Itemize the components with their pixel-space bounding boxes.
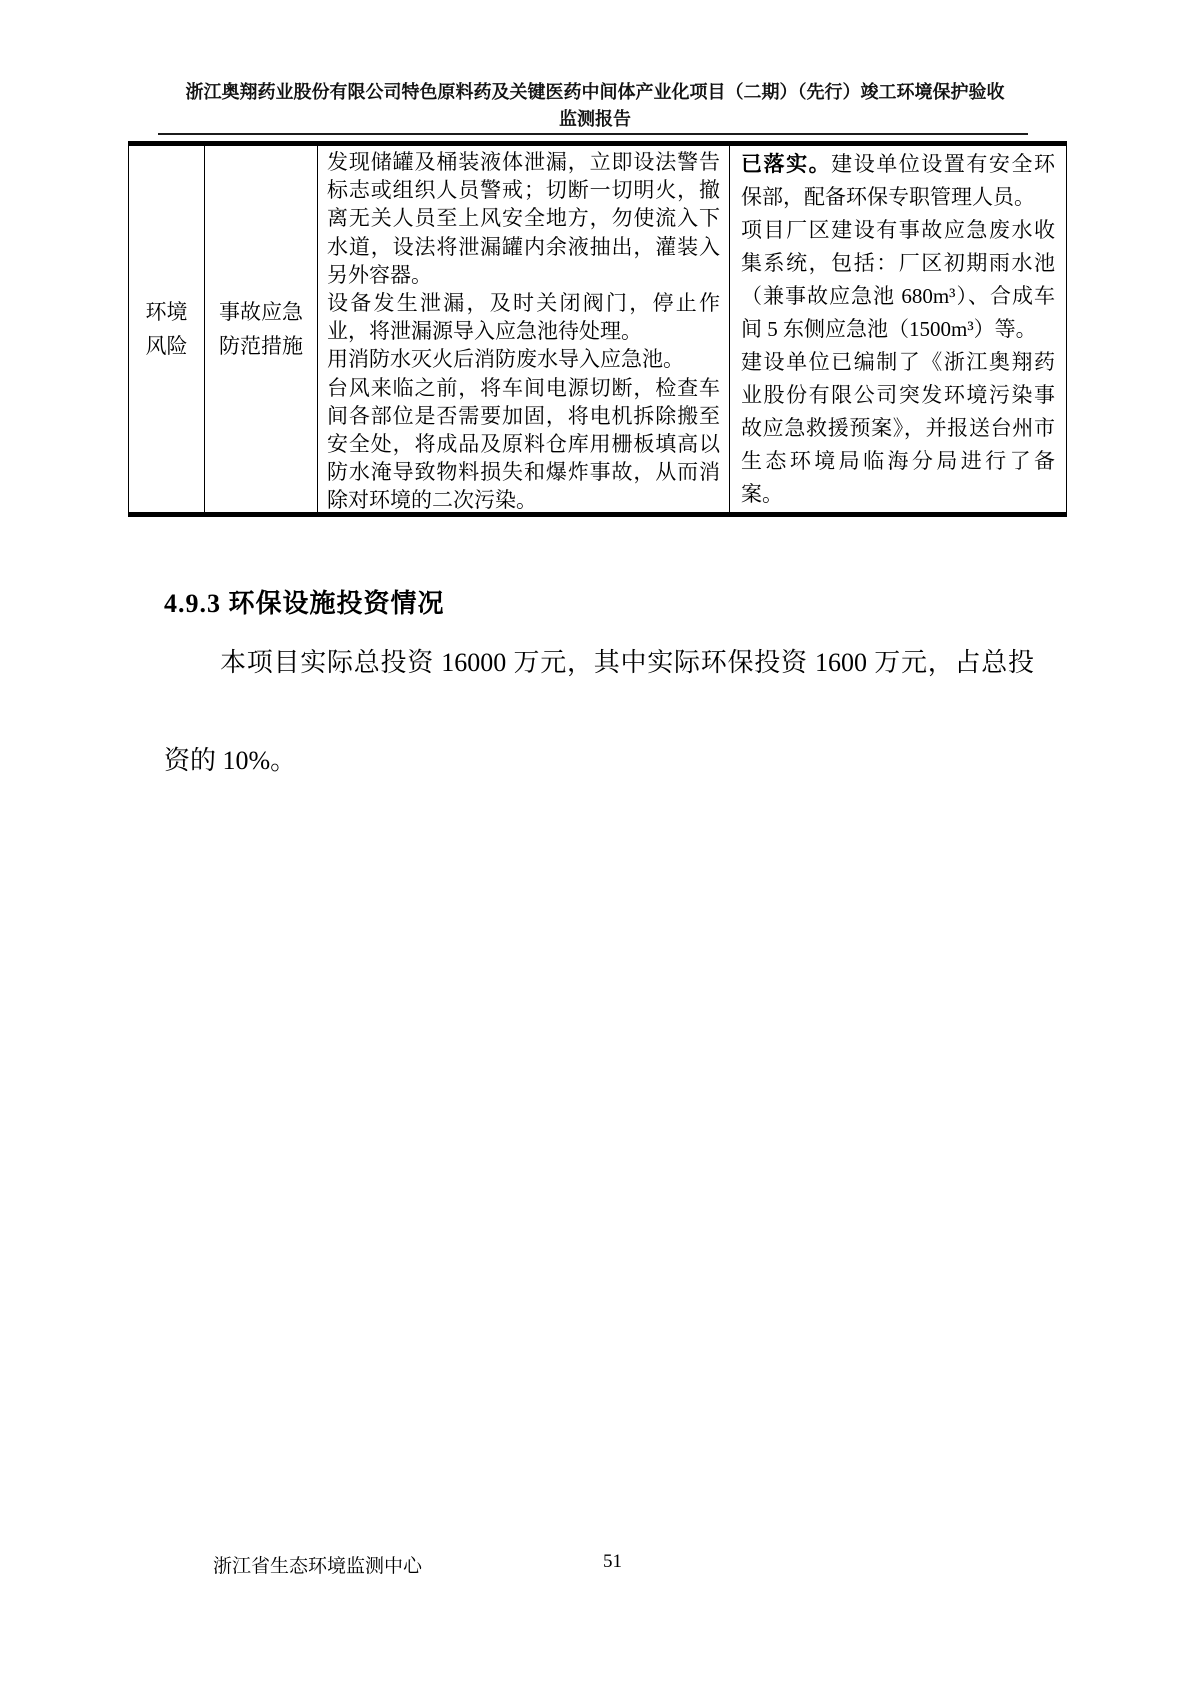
status-paragraph xyxy=(741,148,1055,214)
status-text: 建设单位设置有安全环保部，配备环保专职管理人员。 xyxy=(741,151,1056,209)
investment-paragraph: 本项目实际总投资 16000 万元，其中实际环保投资 1600 万元，占总投资的 10%。 xyxy=(164,648,1034,775)
item-label: 事故应急防范措施 xyxy=(219,300,303,358)
table-cell-measures xyxy=(318,146,730,512)
measure-paragraph: 设备发生泄漏，及时关闭阀门，停止作业，将泄漏源导入应急池待处理。 xyxy=(327,291,720,344)
table-cell-item xyxy=(205,146,318,512)
header-divider xyxy=(158,133,1028,135)
risk-measures-table xyxy=(128,141,1067,517)
status-paragraph: 项目厂区建设有事故应急废水收集系统，包括：厂区初期雨水池（兼事故应急池 680m³）、合成车间 5 东侧应急池（1500m³）等。 xyxy=(741,217,1055,341)
header-title-line1: 浙江奥翔药业股份有限公司特色原料药及关键医药中间体产业化项目（二期）（先行）竣工环境保护验收 xyxy=(185,82,1005,102)
measure-paragraph: 台风来临之前，将车间电源切断，检查车间各部位是否需要加固，将电机拆除搬至安全处，将成品及原料仓库用栅板填高以防水淹导致物料损失和爆炸事故，从而消除对环境的二次污染。 xyxy=(327,375,720,513)
risk-category-label: 环境风险 xyxy=(145,300,188,358)
measure-paragraph: 发现储罐及桶装液体泄漏，立即设法警告标志或组织人员警戒；切断一切明火，撤离无关人员至上风安全地方，勿使流入下水道，设法将泄漏罐内余液抽出，灌装入另外容器。 xyxy=(327,150,720,287)
measure-paragraph: 用消防水灭火后消防废水导入应急池。 xyxy=(327,347,684,372)
section-heading: 4.9.3 环保设施投资情况 xyxy=(164,589,445,618)
page-header xyxy=(150,79,1040,133)
header-title-line2: 监测报告 xyxy=(559,109,631,129)
status-paragraph: 建设单位已编制了《浙江奥翔药业股份有限公司突发环境污染事故应急救援预案》，并报送台州市生态环境局临海分局进行了备案。 xyxy=(741,349,1055,506)
table-cell-implementation-status xyxy=(730,146,1066,512)
footer-organization: 浙江省生态环境监测中心 xyxy=(213,1556,423,1577)
table-cell-risk-category xyxy=(129,146,205,512)
status-implemented-label: 已落实。 xyxy=(741,151,832,176)
page-number: 51 xyxy=(603,1551,622,1572)
